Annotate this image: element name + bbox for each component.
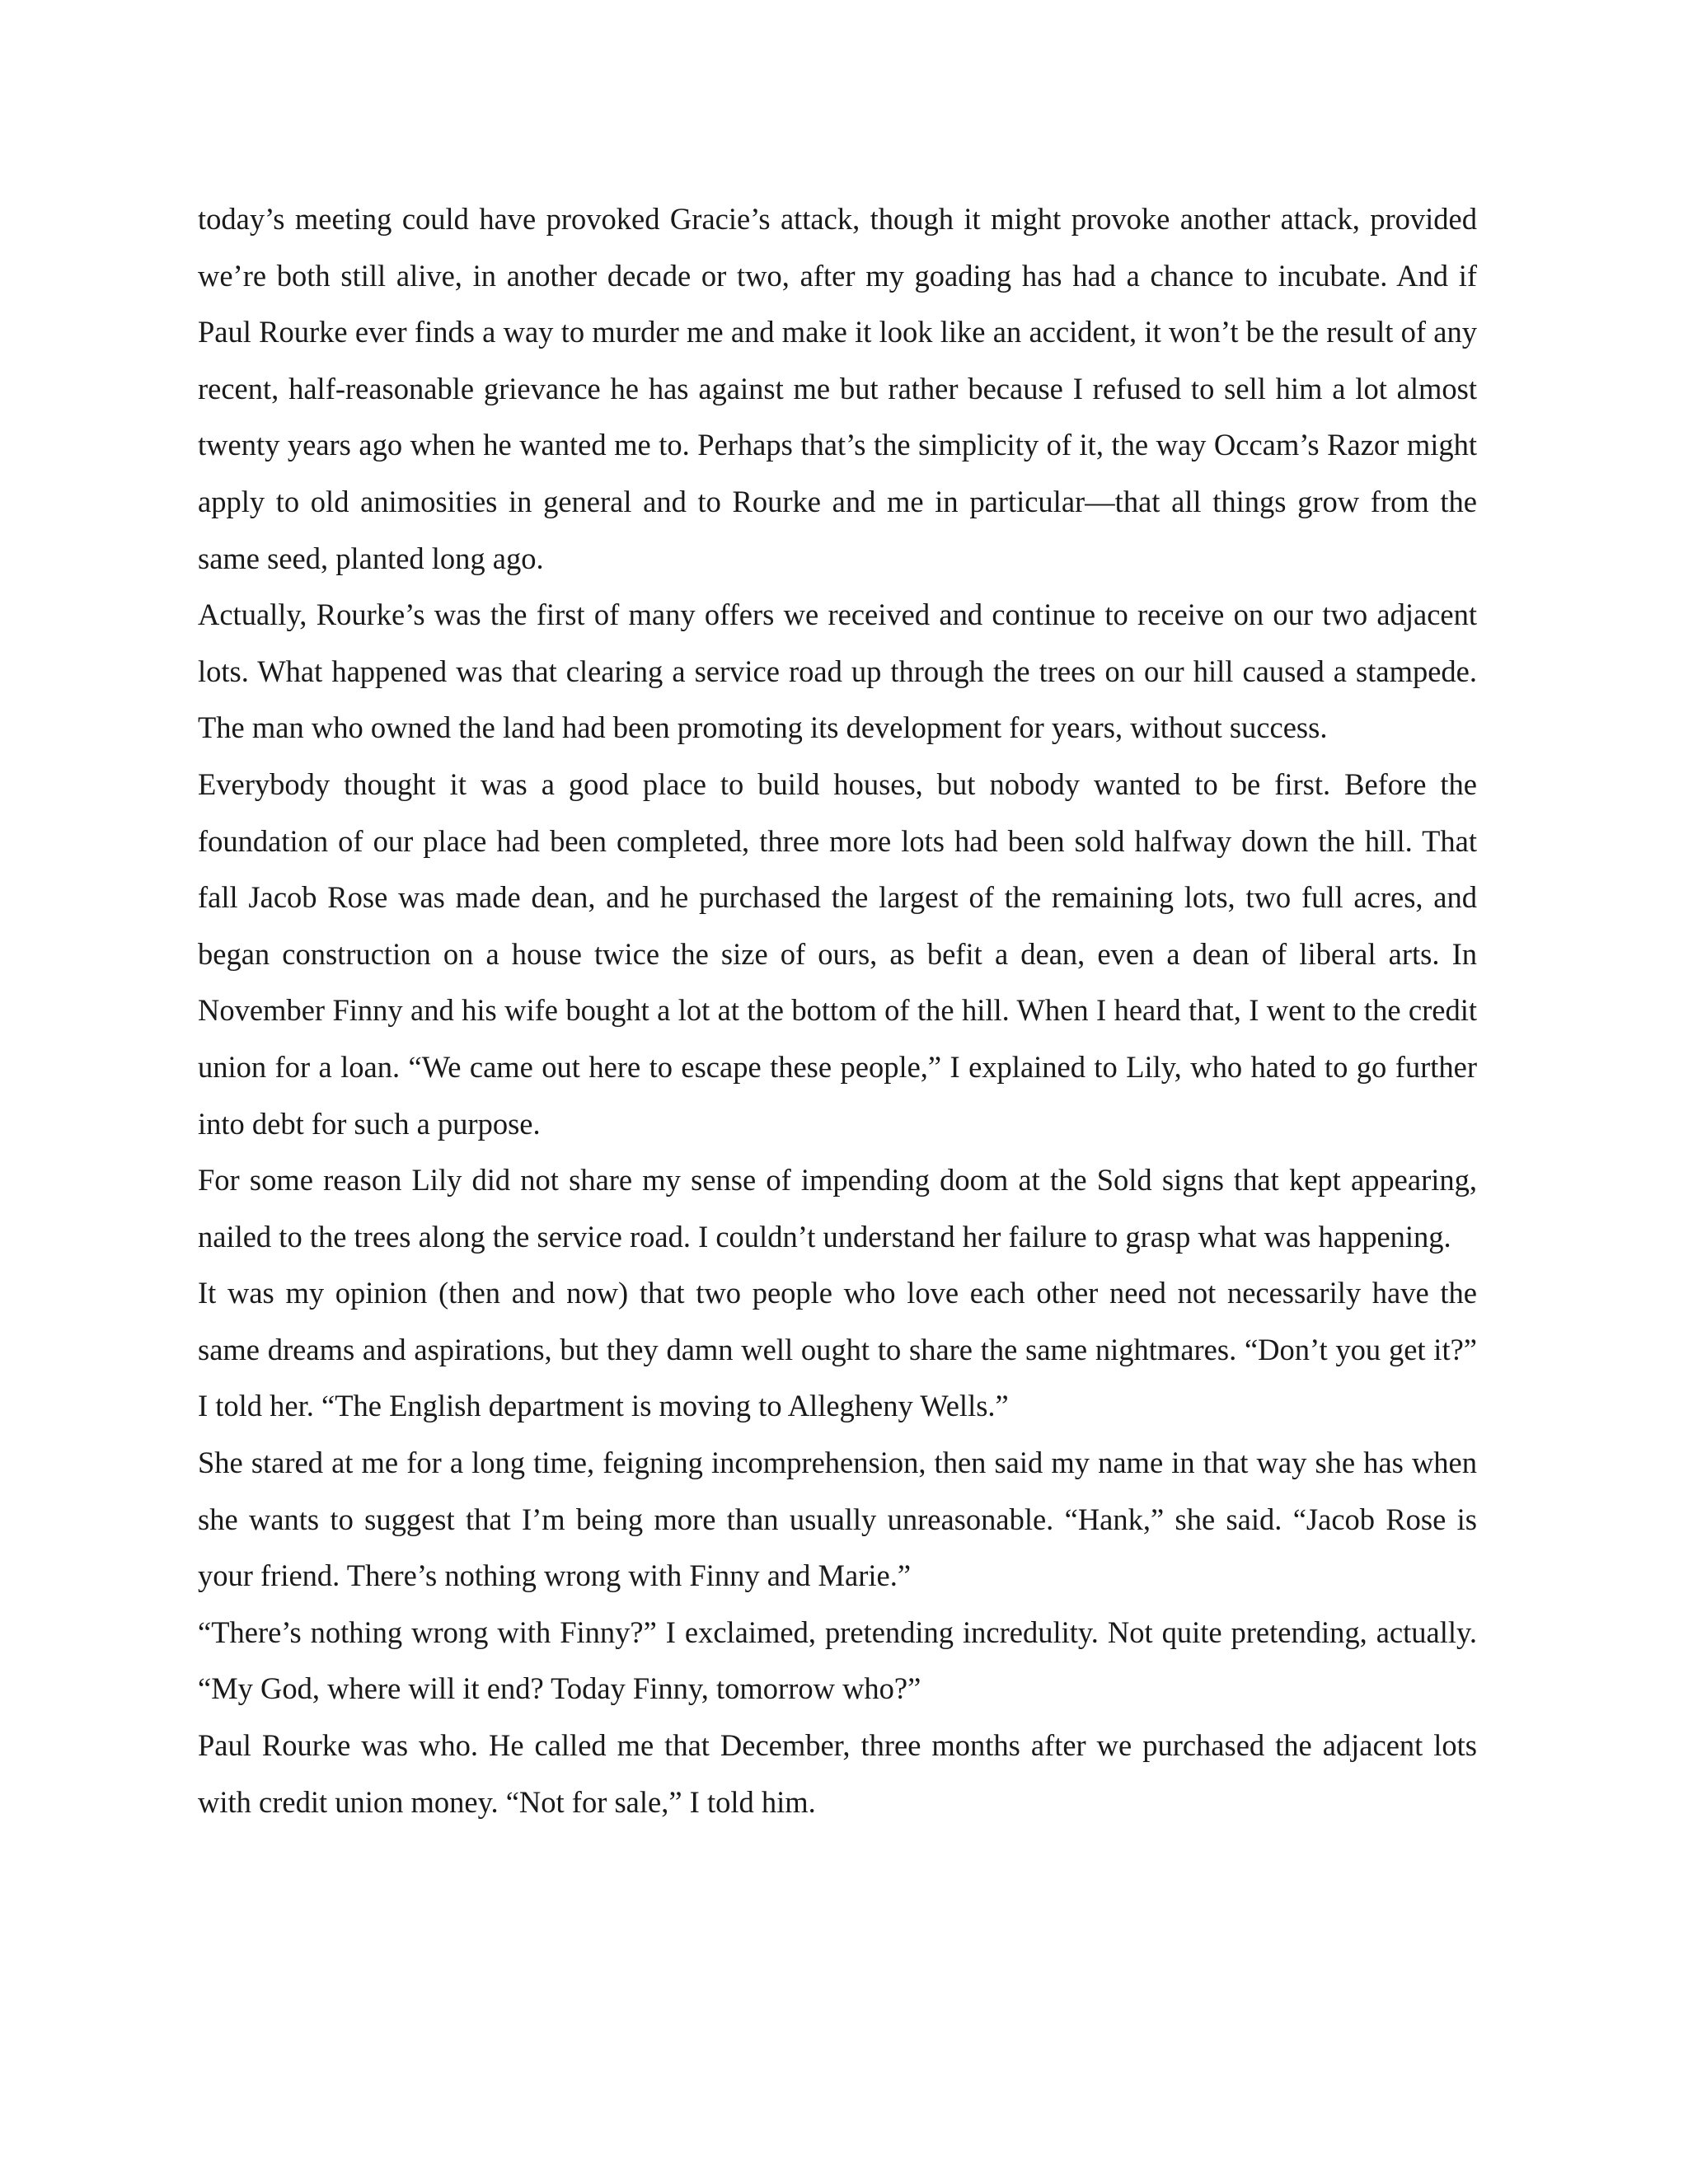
paragraph-2: Actually, Rourke’s was the first of many offers we received and continue to receive on our two adjacent lots. What happened was that clearing a service road up through the trees on our hill caused a stampede. The man who owned the land had been promoting its development for years, without success. <box>198 598 1477 745</box>
paragraph-3: Everybody thought it was a good place to build houses, but nobody wanted to be first. Before the foundation of our place had been completed, three more lots had been sold halfway down the hill. That fall Jacob Rose was made dean, and he purchased the largest of the remaining lots, two full acres, and began construction on a house twice the size of ours, as befit a dean, even a dean of liberal arts. In November Finny and his wife bought a lot at the bottom of the hill. When I heard that, I went to the credit union for a loan. “We came out here to escape these people,” I explained to Lily, who hated to go further into debt for such a purpose. <box>198 766 1477 1141</box>
paragraph-1: today’s meeting could have provoked Gracie’s attack, though it might provoke another attack, provided we’re both still alive, in another decade or two, after my goading has had a chance to incubate. And if Paul Rourke ever finds a way to murder me and make it look like an accident, it won’t be the result of any recent, half-reasonable grievance he has against me but rather because I refused to sell him a lot almost twenty years ago when he wanted me to. Perhaps that’s the simplicity of it, the way Occam’s Razor might apply to old animosities in general and to Rourke and me in particular—that all things grow from the same seed, planted long ago. <box>198 202 1477 575</box>
paragraph-6: She stared at me for a long time, feigning incomprehension, then said my name in that way she has when she wants to suggest that I’m being more than usually unreasonable. “Hank,” she said. “Jacob Rose is your friend. There’s nothing wrong with Finny and Marie.” <box>198 1446 1477 1593</box>
paragraph-4: For some reason Lily did not share my sense of impending doom at the Sold signs that kept appearing, nailed to the trees along the service road. I couldn’t understand her failure to grasp what was happening. <box>198 1163 1477 1254</box>
paragraph-5: It was my opinion (then and now) that two people who love each other need not necessarily have the same dreams and aspirations, but they damn well ought to share the same nightmares. “Don’t you get it?” I told her. “The English department is moving to Allegheny Wells.” <box>198 1276 1477 1423</box>
paragraph-8: Paul Rourke was who. He called me that December, three months after we purchased the adjacent lots with credit union money. “Not for sale,” I told him. <box>198 1728 1477 1819</box>
paragraph-7: “There’s nothing wrong with Finny?” I exclaimed, pretending incredulity. Not quite pretending, actually. “My God, where will it end? Today Finny, tomorrow who?” <box>198 1615 1477 1706</box>
body-text <box>198 191 1477 1830</box>
